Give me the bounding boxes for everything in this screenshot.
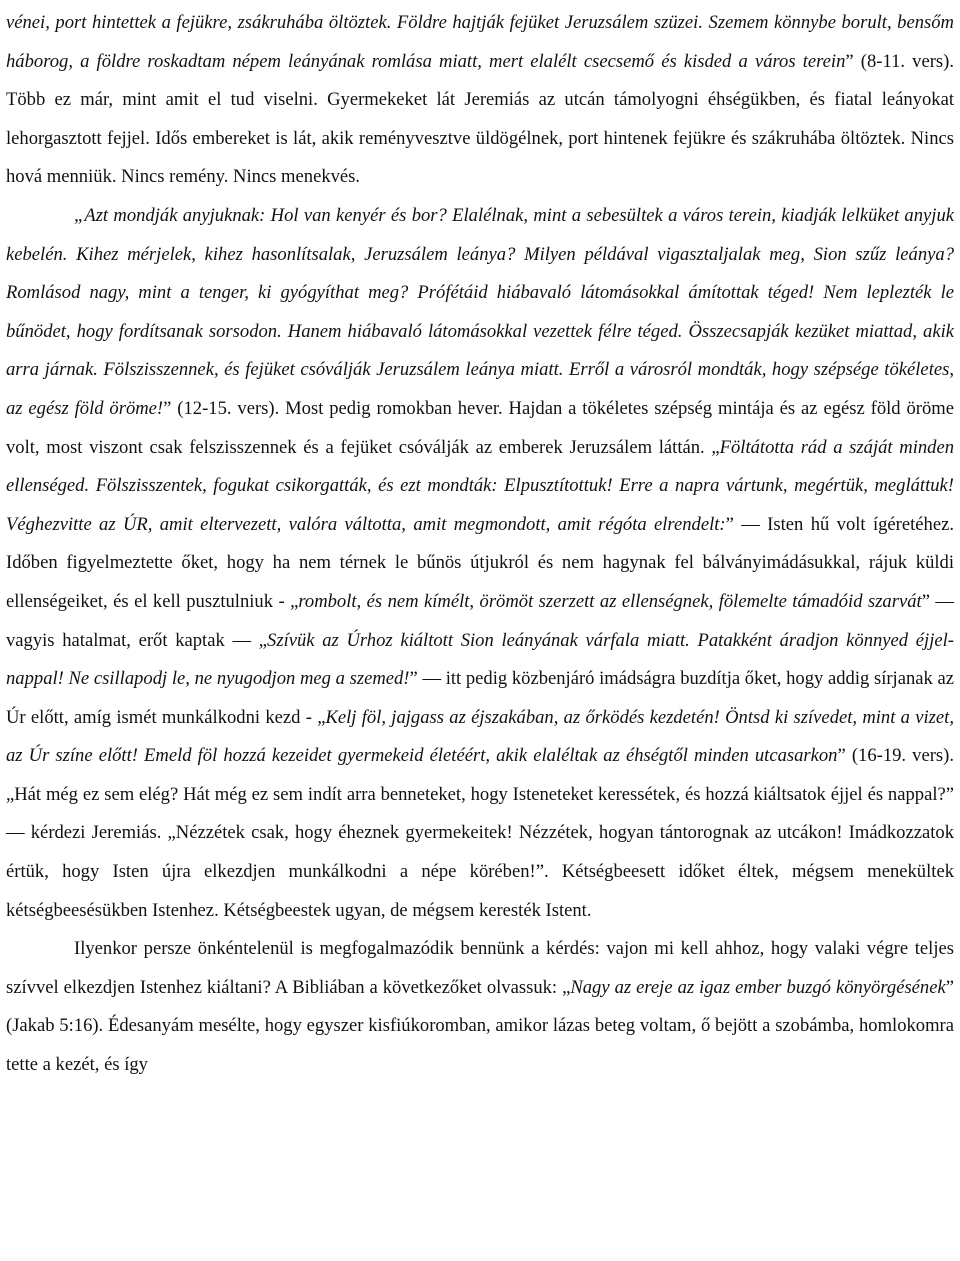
text-run: ” (Jakab 5:16). Édesanyám mesélte, hogy egyszer kisfiúkoromban, amikor lázas beteg voltam, ő bejött a szobámba, homlokomra tette a kezét, és így <box>6 976 955 1076</box>
paragraph-1 <box>6 0 954 197</box>
text-run: ” — Isten hű volt ígéretéhez. Időben figyelmeztette őket, hogy ha nem térnek le bűnös útjukról és nem hagynak fel bálványimádásukkal, rájuk küldi ellenségeiket, és el kell pusztulniuk - „ <box>6 513 954 612</box>
text-run: Ilyenkor persze önkéntelenül is megfogalmazódik bennünk a kérdés: vajon mi kell ahhoz, hogy valaki végre teljes szívvel elkezdjen Istenhez kiáltani? A Bibliában a következőket olvassuk: „ <box>6 938 954 998</box>
paragraph-2 <box>6 197 954 930</box>
text-run: vénei, port hintettek a fejükre, zsákruhába öltöztek. Földre hajtják fejüket Jeruzsálem szüzei. Szemem könnybe borult, bensőm háborog, a földre roskadtam népem leányának romlása miatt, mert elalélt csecsemő és kisded a város terein <box>6 12 954 72</box>
text-run: „Azt mondják anyjuknak: Hol van kenyér és bor? Elalélnak, mint a sebesültek a város terein, kiadják lelküket anyjuk kebelén. Kihez mérjelek, kihez hasonlítsalak, Jeruzsálem leánya? Milyen példával vigasztaljalak meg, Sion szűz leánya? Romlásod nagy, mint a tenger, ki gyógyíthat meg? Prófétáid hiábavaló látomásokkal ámítottak téged! Nem leplezték le bűnödet, hogy fordítsanak sorsodon. Hanem hiábavaló látomásokkal vezettek félre téged. Összecsapják kezüket miattad, akik arra járnak. Fölszisszennek, és fejüket csóválják Jeruzsálem leánya miatt. Erről a városról mondták, hogy szépsége tökéletes, az egész föld öröme! <box>6 204 954 419</box>
paragraph-3 <box>6 930 954 1084</box>
text-run: Szívük az Úrhoz kiáltott Sion leányának várfala miatt. Patakként áradjon könnyed éjjel-nappal! Ne csillapodj le, ne nyugodjon meg a szemed! <box>6 629 954 690</box>
text-run: ” — itt pedig közbenjáró imádságra buzdítja őket, hogy addig sírjanak az Úr előtt, amíg ismét munkálkodni kezd - „ <box>6 668 954 728</box>
text-run: Nagy az ereje az igaz ember buzgó könyörgésének <box>570 976 946 998</box>
text-run: ” (12-15. vers). Most pedig romokban hever. Hajdan a tökéletes szépség mintája és az egész föld öröme volt, most viszont csak felszisszennek és a fejüket csóválják az emberek Jeruzsálem láttán. „ <box>6 397 954 458</box>
text-run: rombolt, és nem kímélt, örömöt szerzett az ellenségnek, fölemelte támadóid szarvát <box>298 590 922 612</box>
text-run: ” (8-11. vers). Több ez már, mint amit el tud viselni. Gyermekeket lát Jeremiás az utcán támolyogni éhségükben, és fiatal leányokat lehorgasztott fejjel. Idős embereket is lát, akik reményvesztve üldögélnek, port hintenek fejükre és szákruhába öltöztek. Nincs hová menniük. Nincs remény. Nincs menekvés. <box>6 50 954 188</box>
text-run: ” — vagyis hatalmat, erőt kaptak — „ <box>6 590 954 651</box>
text-run: Kelj föl, jajgass az éjszakában, az őrködés kezdetén! Öntsd ki szívedet, mint a vizet, az Úr színe előtt! Emeld föl hozzá kezeidet gyermekeid életéért, akik elaléltak az éhségtől minden utcasarkon <box>6 706 954 767</box>
text-run: Föltátotta rád a száját minden ellenséged. Fölszisszentek, fogukat csikorgatták, és ezt mondták: Elpusztítottuk! Erre a napra vártunk, megértük, megláttuk! Véghezvitte az ÚR, amit eltervezett, valóra váltotta, amit megmondott, amit régóta elrendelt: <box>6 436 955 535</box>
text-run: ” (16-19. vers). „Hát még ez sem elég? Hát még ez sem indít arra benneteket, hogy Isteneteket keressétek, és hozzá kiáltsatok éjjel és nappal?” — kérdezi Jeremiás. „Nézzétek csak, hogy éheznek gyermekeitek! Nézzétek, hogyan tántorognak az utcákon! Imádkozzatok értük, hogy Isten újra elkezdjen munkálkodni a népe körében!”. Kétségbeesett időket éltek, mégsem menekültek kétségbeesésükben Istenhez. Kétségbeestek ugyan, de mégsem keresték Istent. <box>6 745 954 921</box>
